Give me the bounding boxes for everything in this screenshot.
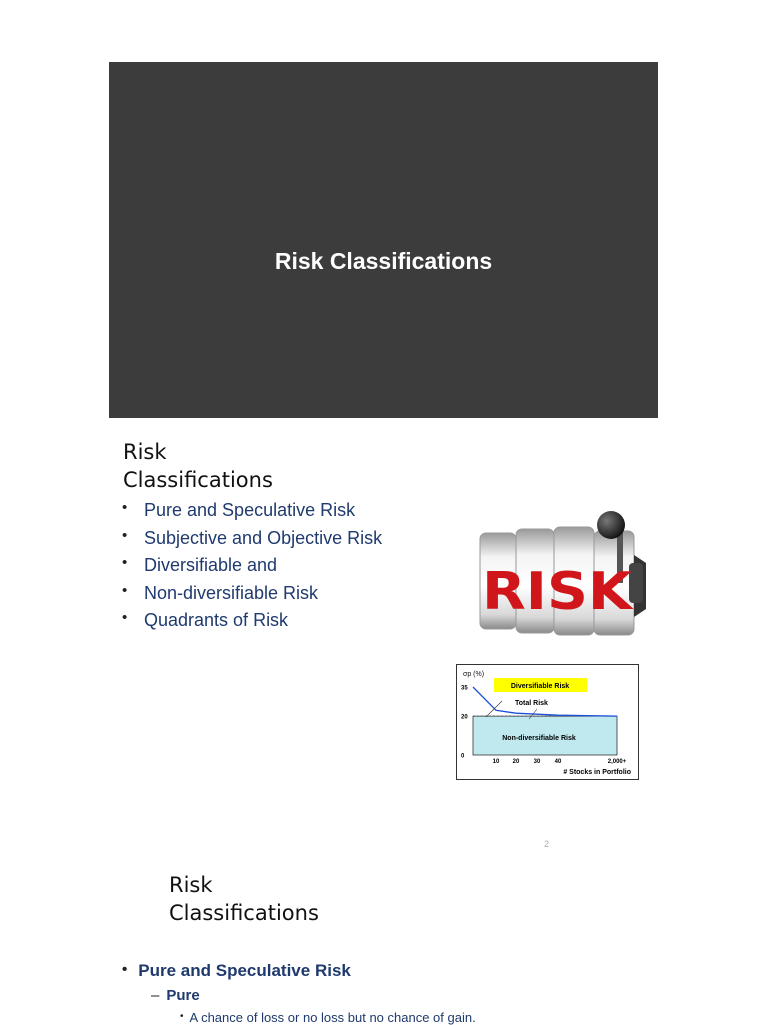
x-tick-label: 2,000+ [607, 759, 627, 765]
x-tick-label: 40 [554, 759, 562, 765]
diversification-chart [456, 664, 639, 780]
lever-knob-icon [597, 511, 625, 539]
risk-word: RISK [482, 562, 634, 622]
bullet-item: • Quadrants of Risk [122, 609, 289, 630]
y-tick-label: 0 [461, 753, 465, 760]
slide3-heading: Risk Classifications [169, 873, 319, 925]
x-tick-label: 20 [512, 759, 520, 765]
chart-y-label: σp (%) [463, 671, 485, 678]
slide2-heading: Risk Classifications [123, 440, 273, 492]
diversifiable-label: Diversifiable Risk [510, 683, 570, 690]
nondiversifiable-label: Non-diversifiable Risk [502, 735, 576, 742]
bullet-item: • Subjective and Objective Risk [122, 526, 383, 548]
total-risk-label: Total Risk [515, 700, 548, 707]
slide3-bullet-level1: • Pure and Speculative Risk [122, 961, 351, 980]
slide-title: Risk Classifications [274, 247, 493, 274]
y-tick-label: 20 [461, 714, 468, 721]
bullet-item: • Diversifiable and [122, 554, 278, 575]
x-tick-label: 10 [492, 759, 500, 765]
bullet-item: • Pure and Speculative Risk [122, 499, 356, 520]
bullet-item: • Non-diversifiable Risk [122, 581, 319, 603]
page-number: 2 [544, 839, 550, 849]
slide3-bullet-level2: – Pure [151, 987, 200, 1004]
title-slide [109, 62, 658, 418]
risk-slot-machine-image [476, 493, 662, 661]
x-tick-label: 30 [533, 759, 541, 765]
slide2-bullet-list [122, 498, 382, 636]
slide3-bullet-level3: • A chance of loss or no loss but no chance of gain. [180, 1010, 476, 1025]
chart-x-label: # Stocks in Portfolio [563, 769, 631, 776]
y-tick-label: 35 [461, 685, 468, 692]
